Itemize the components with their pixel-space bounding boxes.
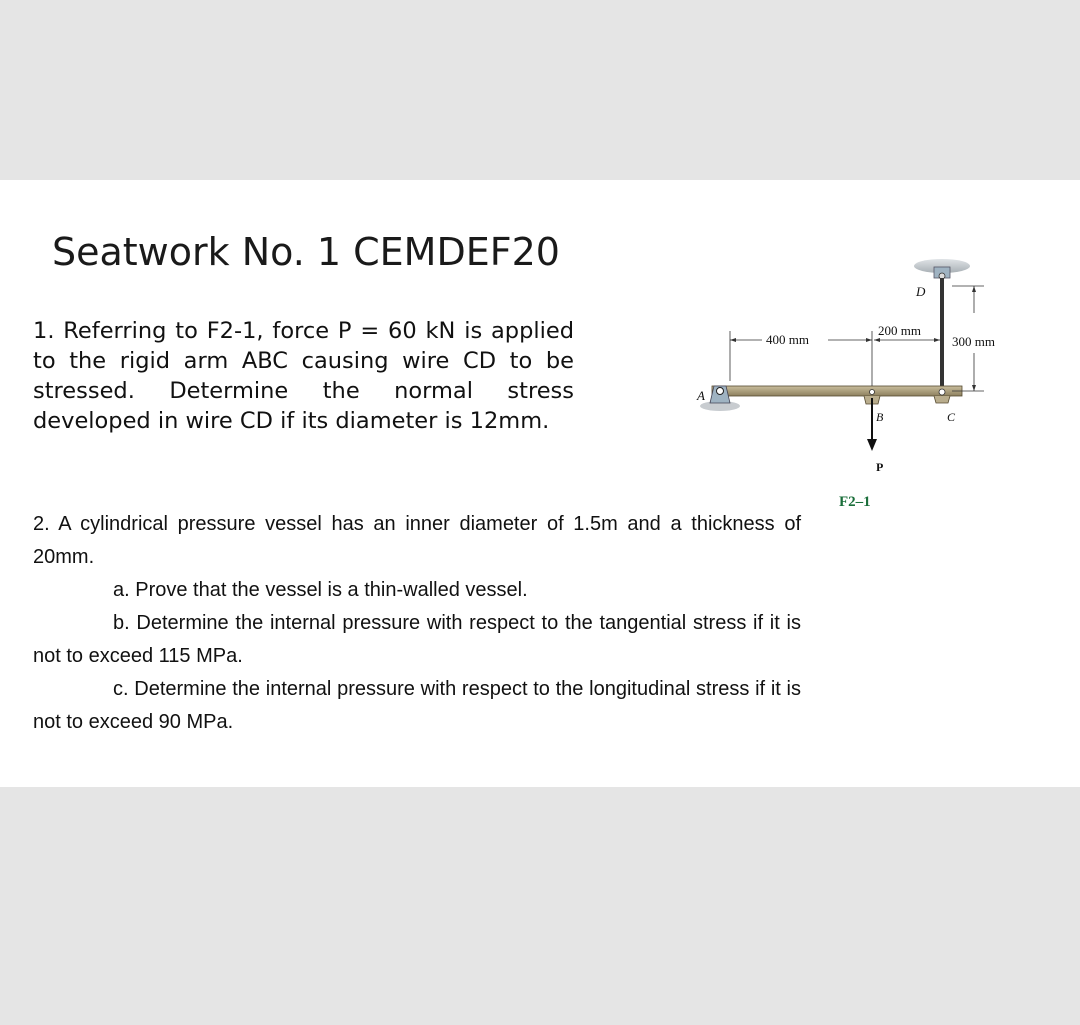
slide bbox=[0, 180, 1080, 787]
beam-diagram bbox=[690, 253, 1030, 533]
slide-title: Seatwork No. 1 CEMDEF20 bbox=[52, 230, 560, 274]
label-a: A bbox=[697, 388, 705, 403]
question-2-part-b: b. Determine the internal pressure with respect to the tangential stress if it is not to exceed 115 MPa. bbox=[33, 612, 801, 667]
label-p: P bbox=[876, 460, 884, 474]
label-b: B bbox=[876, 410, 884, 424]
force-p-arrow bbox=[867, 398, 877, 451]
question-2-part-a: a. Prove that the vessel is a thin-walled vessel. bbox=[113, 579, 528, 601]
label-d: D bbox=[916, 284, 926, 299]
ceiling-support bbox=[914, 259, 970, 279]
question-2 bbox=[33, 508, 801, 739]
dimension-ab-label: 400 mm bbox=[766, 332, 809, 347]
question-1: 1. Referring to F2-1, force P = 60 kN is applied to the rigid arm ABC causing wire CD to be stressed. Determine the normal stress developed in wire CD if its diameter is 12mm. bbox=[33, 318, 574, 434]
dimension-cd-label: 300 mm bbox=[952, 334, 995, 349]
figure-f2-1 bbox=[690, 253, 1030, 533]
dimension-bc-label: 200 mm bbox=[878, 323, 921, 338]
question-2-part-c: c. Determine the internal pressure with respect to the longitudinal stress if it is not to exceed 90 MPa. bbox=[33, 678, 801, 733]
rigid-arm-abc bbox=[712, 386, 962, 396]
question-2-intro: 2. A cylindrical pressure vessel has an inner diameter of 1.5m and a thickness of 20mm. bbox=[33, 513, 801, 568]
label-c: C bbox=[947, 410, 956, 424]
dimension-bc bbox=[874, 338, 940, 342]
figure-caption: F2–1 bbox=[839, 494, 871, 510]
